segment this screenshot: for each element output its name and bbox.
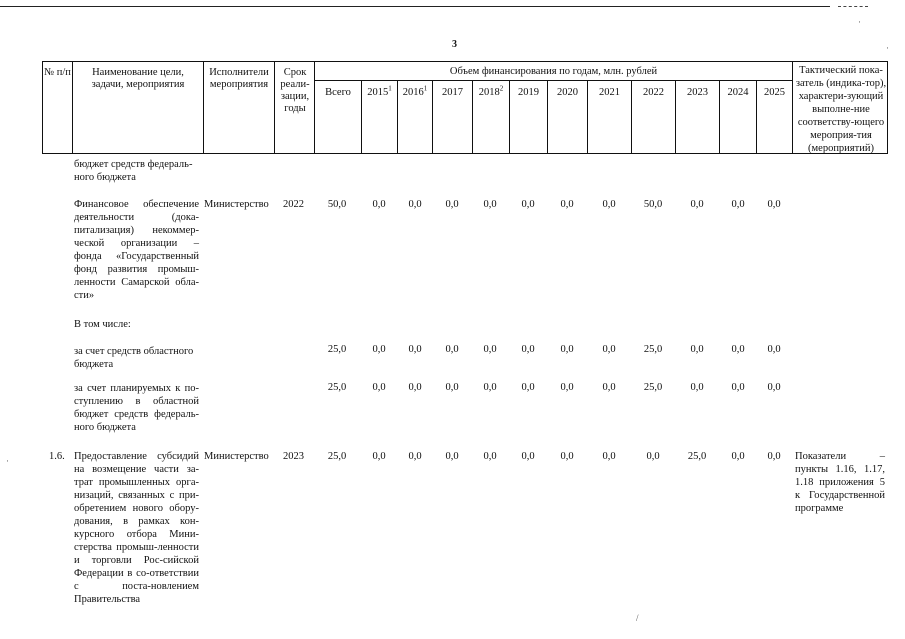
header-year: 2017 xyxy=(442,87,463,98)
scan-speck: · xyxy=(6,456,9,466)
value-cell: 0,0 xyxy=(483,451,497,462)
header-year: 2022 xyxy=(643,87,664,98)
row-text: Финансовое обеспечение деятельности (дока-питализация) некоммер-ческой организации – фонда «Государственный фонд развития промыш-ленности Самарской обла-сти» xyxy=(74,199,199,301)
row-executor: Министерство xyxy=(204,451,269,462)
value-cell: 0,0 xyxy=(731,344,745,355)
value-cell: 0,0 xyxy=(602,451,616,462)
value-cell: 0,0 xyxy=(731,451,745,462)
row-indicator: Показатели – пункты 1.16, 1.17, 1.18 приложения 5 к Государственной программе xyxy=(795,451,885,514)
value-cell: 0,0 xyxy=(560,382,574,393)
header-executor: Исполнители мероприятия xyxy=(209,67,269,90)
value-cell: 0,0 xyxy=(445,344,459,355)
value-cell: 0,0 xyxy=(445,382,459,393)
header-num: № п/п xyxy=(44,67,71,78)
header-year: 2020 xyxy=(557,87,578,98)
header-year: 2025 xyxy=(764,87,785,98)
page-top-rule xyxy=(0,6,830,7)
value-cell: 0,0 xyxy=(521,199,535,210)
header-total: Всего xyxy=(325,87,351,98)
value-cell: 0,0 xyxy=(602,344,616,355)
row-text: В том числе: xyxy=(74,319,131,330)
value-cell: 0,0 xyxy=(521,451,535,462)
value-cell: 0,0 xyxy=(372,451,386,462)
row-total: 50,0 xyxy=(327,199,347,210)
row-total: 25,0 xyxy=(327,451,347,462)
value-cell: 50,0 xyxy=(643,199,663,210)
value-cell: 0,0 xyxy=(767,199,781,210)
value-cell: 0,0 xyxy=(690,199,704,210)
page-number: 3 xyxy=(452,39,457,50)
value-cell: 0,0 xyxy=(372,199,386,210)
row-text: Предоставление субсидий на возмещение части за-трат промышленных орга-низаций, связанных с при-обретением нового обору-дования, в рамках кон-курсного отбора Мини-стерства промыш-ленности и торговли Рос-сийской Федерации в со-ответствии с поста-новлением Правительства xyxy=(74,451,199,605)
value-cell: 0,0 xyxy=(646,451,660,462)
value-cell: 0,0 xyxy=(602,382,616,393)
value-cell: 0,0 xyxy=(767,344,781,355)
value-cell: 0,0 xyxy=(483,382,497,393)
value-cell: 0,0 xyxy=(372,382,386,393)
row-total: 25,0 xyxy=(327,382,347,393)
value-cell: 0,0 xyxy=(560,344,574,355)
header-year: 2023 xyxy=(687,87,708,98)
scan-speck: / xyxy=(636,613,639,623)
scan-speck: · xyxy=(858,17,861,27)
value-cell: 0,0 xyxy=(408,344,422,355)
scan-speck: · xyxy=(886,43,889,53)
header-year: 2019 xyxy=(518,87,539,98)
value-cell: 0,0 xyxy=(483,344,497,355)
page-top-dash xyxy=(838,6,868,7)
header-name: Наименование цели, задачи, мероприятия xyxy=(91,67,185,90)
row-number: 1.6. xyxy=(49,451,65,462)
header-indicator: Тактический пока-затель (индика-тор), характери-зующий выполне-ние соответству-ющего мероприя-тия (мероприятий) xyxy=(795,65,887,154)
value-cell: 0,0 xyxy=(731,199,745,210)
value-cell: 0,0 xyxy=(445,451,459,462)
value-cell: 0,0 xyxy=(731,382,745,393)
row-total: 25,0 xyxy=(327,344,347,355)
value-cell: 0,0 xyxy=(767,382,781,393)
header-funding: Объем финансирования по годам, млн. рублей xyxy=(449,66,658,77)
row-executor: Министерство xyxy=(204,199,269,210)
header-year: 2018$^2$ xyxy=(478,84,504,98)
value-cell: 0,0 xyxy=(560,199,574,210)
value-cell: 0,0 xyxy=(690,344,704,355)
row-term: 2022 xyxy=(283,199,304,210)
header-year: 2016$^1$ xyxy=(402,84,428,98)
header-term: Срок реали-зации, годы xyxy=(280,67,310,114)
value-cell: 0,0 xyxy=(602,199,616,210)
value-cell: 0,0 xyxy=(521,382,535,393)
row-term: 2023 xyxy=(283,451,304,462)
value-cell: 0,0 xyxy=(372,344,386,355)
value-cell: 0,0 xyxy=(408,451,422,462)
value-cell: 25,0 xyxy=(643,382,663,393)
row-text: за счет средств областного бюджета xyxy=(74,346,194,370)
value-cell: 0,0 xyxy=(521,344,535,355)
row-text: бюджет средств федераль-ного бюджета xyxy=(74,159,193,183)
value-cell: 0,0 xyxy=(560,451,574,462)
header-year: 2021 xyxy=(599,87,620,98)
value-cell: 0,0 xyxy=(445,199,459,210)
value-cell: 0,0 xyxy=(690,382,704,393)
header-year: 2015$^1$ xyxy=(367,84,392,98)
value-cell: 0,0 xyxy=(408,382,422,393)
value-cell: 25,0 xyxy=(687,451,707,462)
value-cell: 0,0 xyxy=(767,451,781,462)
value-cell: 25,0 xyxy=(643,344,663,355)
value-cell: 0,0 xyxy=(483,199,497,210)
header-year: 2024 xyxy=(727,87,749,98)
value-cell: 0,0 xyxy=(408,199,422,210)
row-text: за счет планируемых к по-ступлению в областной бюджет средств федераль-ного бюджета xyxy=(74,383,199,433)
